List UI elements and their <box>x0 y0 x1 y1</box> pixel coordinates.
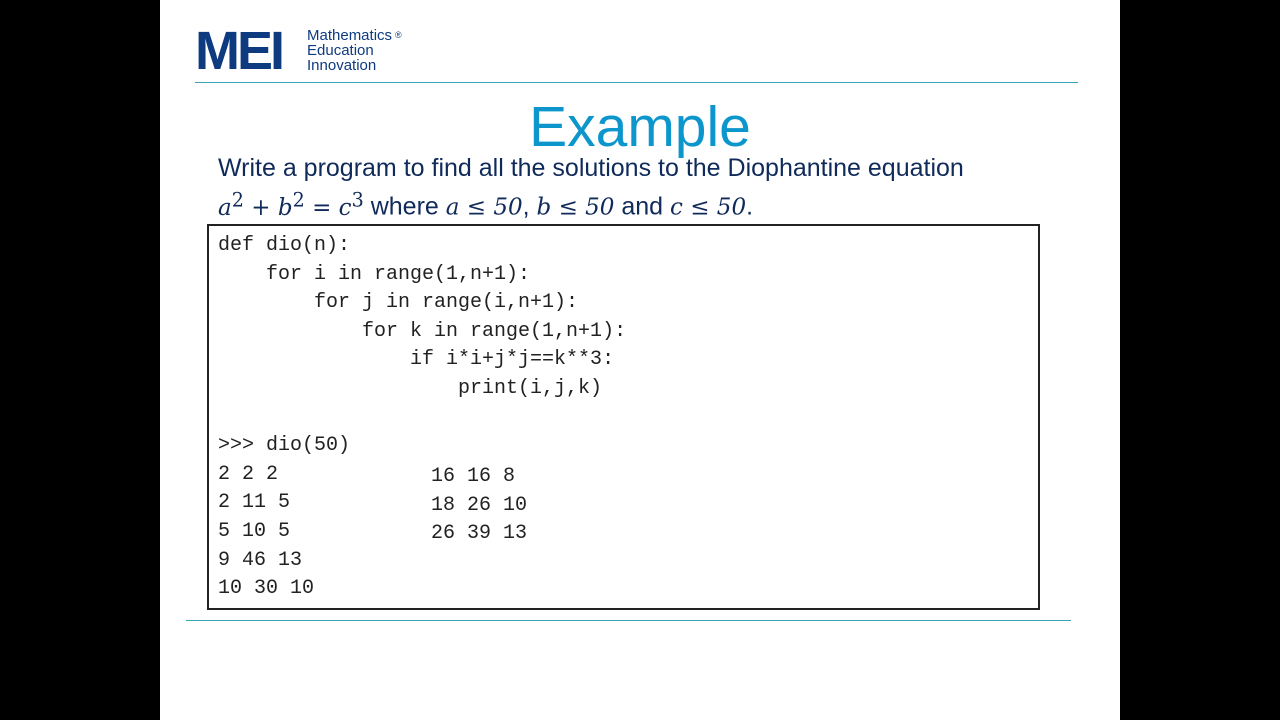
output-line: 2 2 2 <box>218 462 279 486</box>
bound-c: c ≤ 50 <box>670 194 747 221</box>
output-line: 18 26 10 <box>431 493 528 517</box>
problem-line-1: Write a program to find all the solutions to the Diophantine equation <box>218 154 964 182</box>
output-line: 16 16 8 <box>431 465 516 488</box>
logo-line-1: Mathematics <box>307 27 393 44</box>
equation: $a^2 + b^2 = c^3$ <box>218 188 364 221</box>
code-line: for k in range(1,n+1): <box>218 319 627 343</box>
code-line: for i in range(1,n+1): <box>218 262 531 286</box>
code-listing <box>218 232 626 604</box>
logo-mark: MEI <box>195 21 283 81</box>
output-line: 10 30 10 <box>218 577 315 601</box>
logo-line-2: Education <box>307 42 374 59</box>
code-line: for j in range(i,n+1): <box>218 291 579 315</box>
code-line: def dio(n): <box>218 234 351 257</box>
logo-line-3: Innovation <box>307 57 377 74</box>
output-line: 9 46 13 <box>218 548 303 572</box>
logo-wordmark <box>307 28 402 73</box>
output-column-2 <box>431 463 527 549</box>
where-text: where <box>363 192 446 221</box>
output-line: 2 11 5 <box>218 491 291 515</box>
output-line: 5 10 5 <box>218 519 291 543</box>
code-block <box>207 224 1040 610</box>
code-line: if i*i+j*j==k**3: <box>218 348 615 372</box>
problem-statement <box>218 152 1098 224</box>
bound-a: a ≤ 50 <box>445 194 523 221</box>
slide <box>160 0 1120 720</box>
code-line: print(i,j,k) <box>218 376 603 400</box>
shell-command: >>> dio(50) <box>218 434 351 458</box>
registered-mark: ® <box>395 30 402 40</box>
problem-line-2: $a^2 + b^2 = c^3$ where a ≤ 50, b ≤ 50 and c ≤ 50. <box>218 188 754 221</box>
slide-title: Example <box>529 95 751 159</box>
header-divider <box>195 82 1078 83</box>
footer-divider <box>186 620 1071 621</box>
output-line: 26 39 13 <box>431 522 528 546</box>
bound-b: b ≤ 50 <box>536 194 615 221</box>
